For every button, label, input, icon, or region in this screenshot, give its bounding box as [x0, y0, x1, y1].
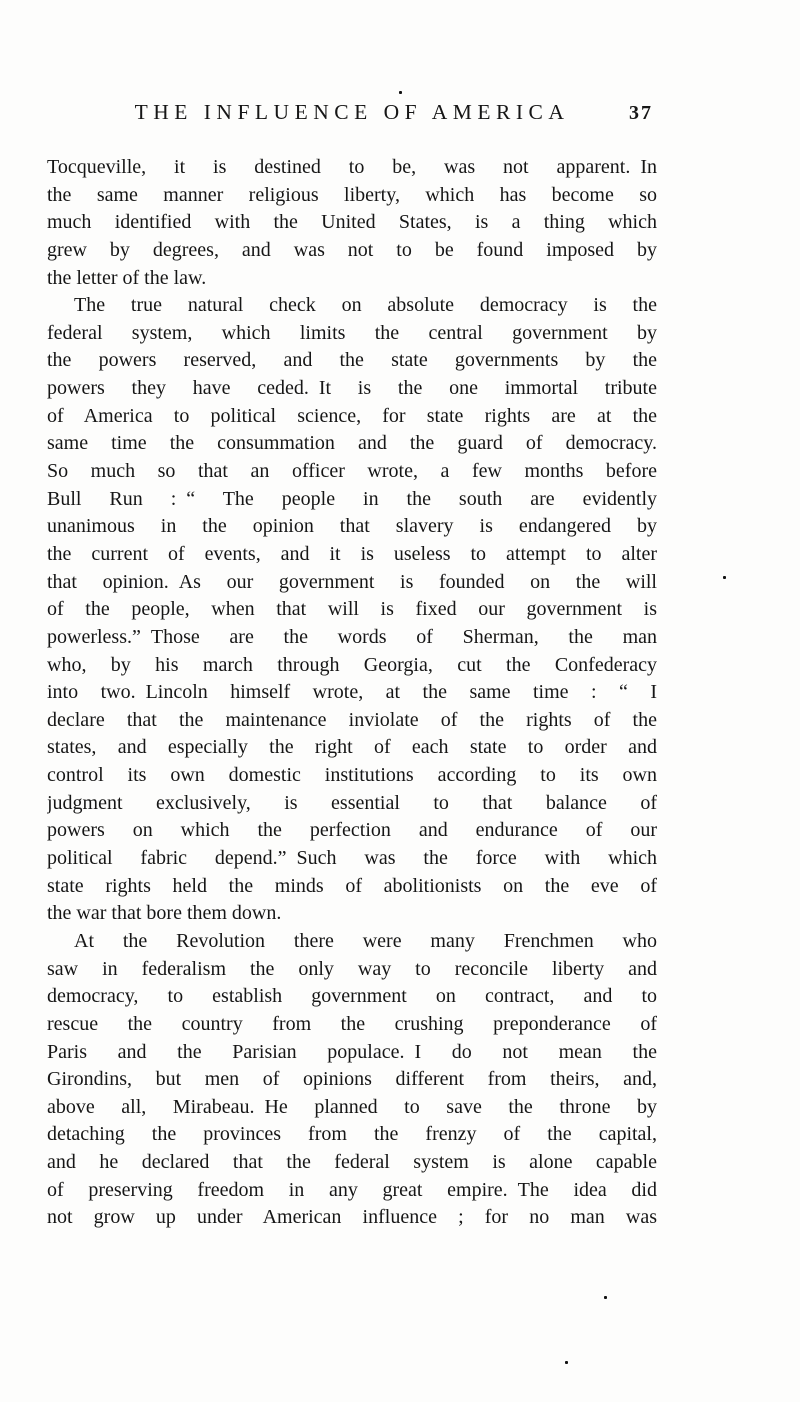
text-line: not grow up under American influence ; for no man was [47, 1206, 657, 1229]
paragraph-continuation [47, 154, 657, 292]
scan-speck [604, 1296, 607, 1299]
text-line: Paris and the Parisian populace. I do not mean the [47, 1040, 657, 1063]
text-line: judgment exclusively, is essential to that balance of [47, 791, 657, 814]
text-line: much identified with the United States, is a thing which [47, 211, 657, 234]
text-line: unanimous in the opinion that slavery is endangered by [47, 515, 657, 538]
text-line: At the Revolution there were many Frenchmen who [74, 929, 657, 952]
scan-speck [399, 91, 402, 94]
text-line: and he declared that the federal system is alone capable [47, 1151, 657, 1174]
page-body [47, 154, 657, 1232]
paragraph-federal-system [47, 292, 657, 928]
text-line: The true natural check on absolute democracy is the [74, 294, 657, 317]
text-line: saw in federalism the only way to reconcile liberty and [47, 957, 657, 980]
text-line: the war that bore them down. [47, 902, 282, 925]
text-line: of preserving freedom in any great empire. The idea did [47, 1178, 657, 1201]
text-line: powers they have ceded. It is the one immortal tribute [47, 377, 657, 400]
text-line: control its own domestic institutions according to its own [47, 764, 657, 787]
scan-speck [723, 576, 726, 579]
text-line: political fabric depend.” Such was the force with which [47, 847, 657, 870]
running-title: THE INFLUENCE OF AMERICA [134, 100, 570, 124]
text-line: grew by degrees, and was not to be found imposed by [47, 238, 657, 261]
text-line: powers on which the perfection and endurance of our [47, 819, 657, 842]
text-line: Tocqueville, it is destined to be, was not apparent. In [47, 156, 657, 178]
page-header [47, 100, 657, 134]
text-line: the same manner religious liberty, which has become so [47, 183, 657, 206]
text-line: the letter of the law. [47, 266, 207, 289]
scan-speck [565, 1361, 568, 1364]
text-line: the current of events, and it is useless to attempt to alter [47, 542, 657, 565]
text-line: state rights held the minds of abolitionists on the eve of [47, 874, 657, 897]
text-line: above all, Mirabeau. He planned to save the throne by [47, 1095, 657, 1118]
text-line: same time the consummation and the guard of democracy. [47, 432, 657, 455]
text-line: So much so that an officer wrote, a few months before [47, 460, 657, 483]
text-line: rescue the country from the crushing preponderance of [47, 1012, 657, 1035]
text-line: detaching the provinces from the frenzy of the capital, [47, 1123, 657, 1146]
text-line: Girondins, but men of opinions different from theirs, and, [47, 1068, 657, 1091]
text-line: states, and especially the right of each state to order and [47, 736, 657, 759]
text-line: of America to political science, for state rights are at the [47, 404, 657, 427]
text-line: Bull Run : “ The people in the south are evidently [47, 487, 657, 510]
text-line: into two. Lincoln himself wrote, at the same time : “ I [47, 681, 657, 704]
text-line: democracy, to establish government on contract, and to [47, 985, 657, 1008]
text-line: declare that the maintenance inviolate of the rights of the [47, 708, 657, 731]
text-line: that opinion. As our government is founded on the will [47, 570, 657, 593]
text-line: the powers reserved, and the state governments by the [47, 349, 657, 372]
text-line: who, by his march through Georgia, cut the Confederacy [47, 653, 657, 676]
page-number: 37 [629, 102, 653, 124]
text-line: of the people, when that will is fixed our government is [47, 598, 657, 621]
text-line: powerless.” Those are the words of Sherman, the man [47, 625, 657, 648]
paragraph-revolution [47, 928, 657, 1232]
text-line: federal system, which limits the central government by [47, 321, 657, 344]
